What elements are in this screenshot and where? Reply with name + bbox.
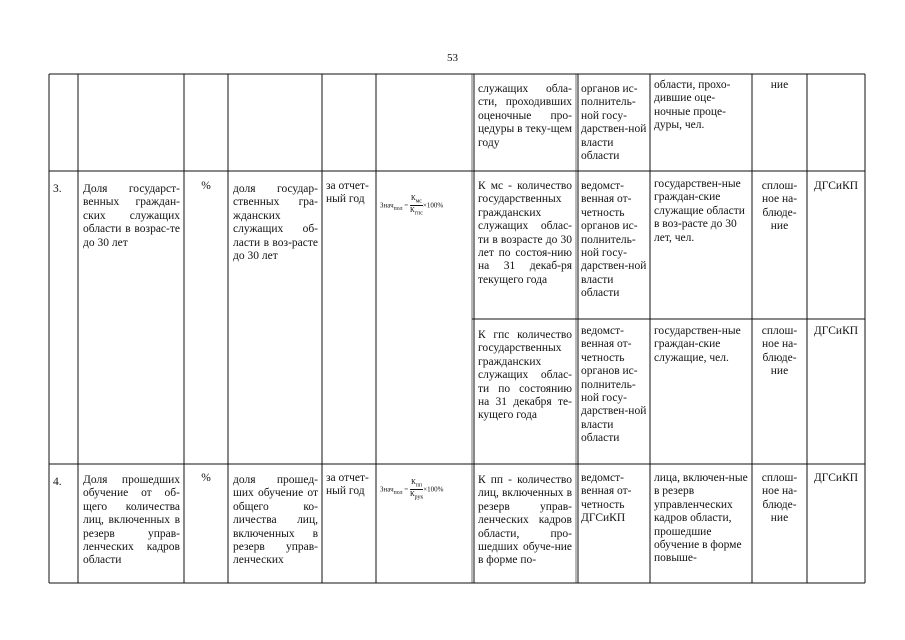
row3-source2: ведомст-венная от-четность органов ис-полнитель-ной госу-дарствен-ной власти области [581, 325, 647, 445]
row4-definition: доля прошед-ших обучение от общего ко-личества лиц, включенных в резерв управ-ленческих [233, 474, 318, 567]
row3-method1: сплош-ное на-блюде-ние [761, 180, 798, 233]
row3-variable2: К гпс количество государственных гражданских служащих облас-ти по состоянию на 31 декабря те-кущего года [478, 329, 572, 422]
cont-data-source: органов ис-полнитель-ной госу-дарствен-ной власти области [581, 83, 647, 163]
row3-variable1: К мс - количество государственных гражданских служащих облас-ти в возрасте до 30 лет по состоя-нию на 31 декаб-ря текущего года [478, 180, 572, 286]
row4-object1: лица, включен-ные в резерв управленческих кадров области, прошедшие обучение в форме повыше- [654, 472, 748, 565]
cont-variable-description: служащих обла-сти, проходивших оценочные про-цедуры в теку-щем году [478, 83, 572, 149]
row4-variable1: К пп - количество лиц, включенных в резерв управ-ленческих кадров области, про-шедших обуче-ние в форме по- [478, 474, 572, 567]
row3-method2: сплош-ное на-блюде-ние [761, 325, 798, 378]
cont-observation-object: области, прохо-дившие оце-ночные проце-дуры, чел. [654, 79, 731, 132]
row4-formula: Знач$_{пол}$ = $\frac{К_{пп}}{К_{рук}}$ ×100% [380, 478, 444, 501]
row3-object2: государствен-ные граждан-ские служащие, чел. [654, 325, 741, 364]
row3-indicator-name: Доля государст-венных граждан-ских служащих области в возрас-те до 30 лет [83, 183, 180, 249]
row3-unit: % [201, 180, 211, 192]
row3-period: за отчет-ный год [326, 180, 369, 206]
row3-object1: государствен-ные граждан-ские служащие области в воз-расте до 30 лет, чел. [654, 178, 745, 244]
row3-source1: ведомст-венная от-четность органов ис-полнитель-ной госу-дарствен-ной власти области [581, 180, 647, 300]
cont-method: ние [770, 79, 789, 91]
row4-indicator-name: Доля прошедших обучение от об-щего количества лиц, включенных в резерв управ-ленческих кадров области [83, 474, 180, 567]
row4-source1: ведомст-венная от-четность ДГСиКП [581, 472, 632, 525]
row3-responsible2: ДГСиКП [813, 325, 859, 337]
row4-period: за отчет-ный год [326, 472, 369, 498]
row3-formula: Знач$_{пол}$ = $\frac{К_{мс}}{К_{гпс}}$ ×100% [380, 194, 444, 217]
row4-number: 4. [53, 476, 62, 488]
row4-method1: сплош-ное на-блюде-ние [761, 472, 798, 525]
page-number: 53 [447, 52, 458, 64]
row4-unit: % [201, 472, 211, 484]
row3-responsible1: ДГСиКП [813, 180, 859, 192]
row3-number: 3. [53, 183, 62, 195]
row4-responsible1: ДГСиКП [813, 472, 859, 484]
row3-definition: доля государ-ственных гра-жданских служащих об-ласти в воз-расте до 30 лет [233, 183, 318, 263]
